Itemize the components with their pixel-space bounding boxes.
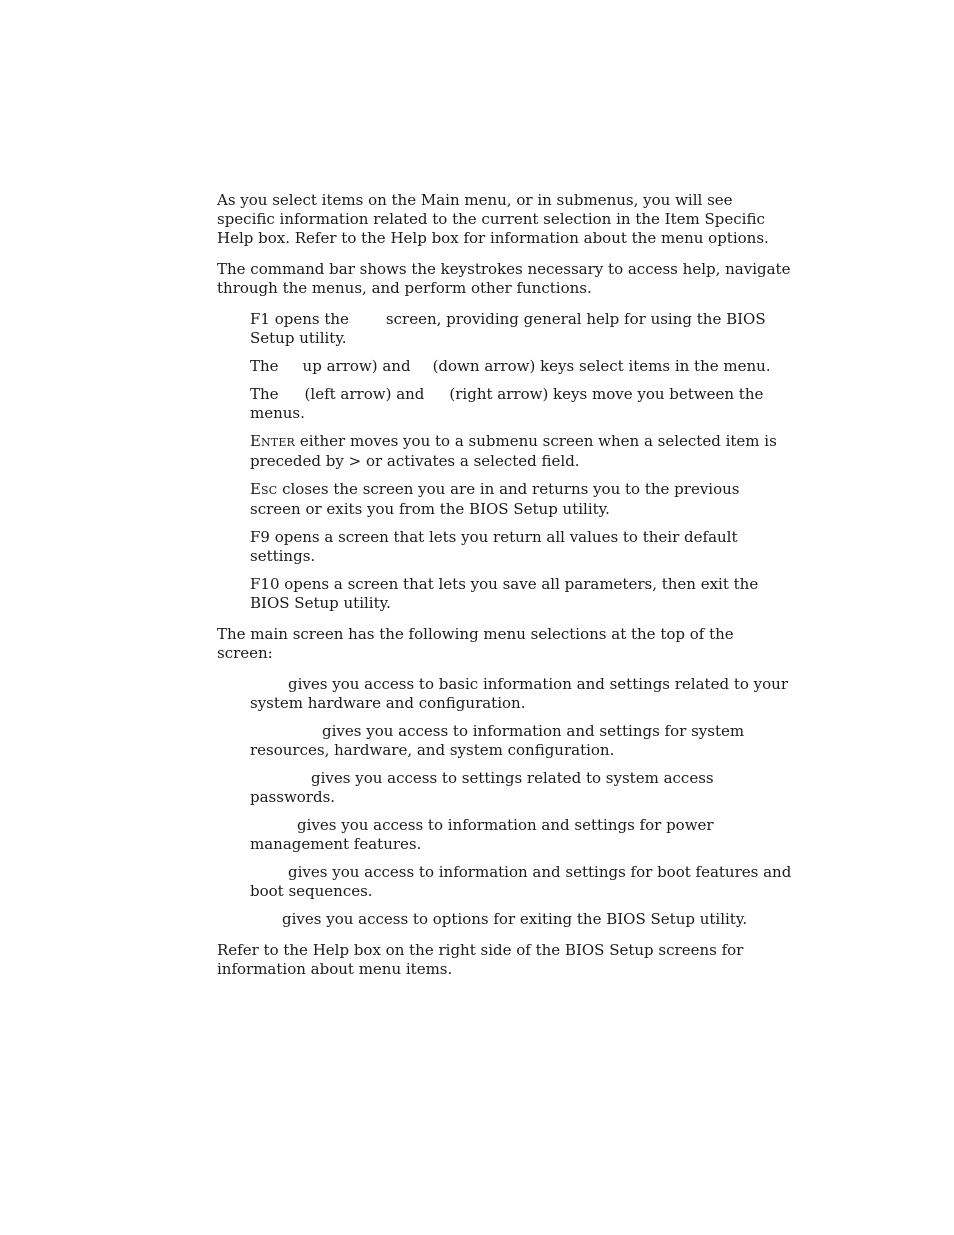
security-menu-text: gives you access to settings related to system access passwords. (250, 769, 714, 806)
enter-text: either moves you to a submenu screen when a selected item is preceded by > or activates a selected field. (250, 432, 777, 470)
list-item-esc (250, 480, 792, 519)
f1-text-end: screen, providing general help for using the BIOS Setup utility. (250, 310, 766, 347)
boot-menu-text: gives you access to information and settings for boot features and boot sequences. (250, 863, 792, 900)
intro-paragraph-help-box: As you select items on the Main menu, or in submenus, you will see specific information related to the current selection in the Item Specific Help box. Refer to the Help box for information about the menu options. (217, 191, 769, 247)
keystroke-list (250, 310, 792, 613)
list-item-f9: F9 opens a screen that lets you return all values to their default settings. (250, 528, 738, 565)
enter-key-cap: E (250, 432, 261, 450)
updown-text-end: (down arrow) keys select items in the menu. (432, 357, 771, 375)
list-item-main-menu (250, 675, 792, 713)
list-item-up-down-arrows (250, 357, 792, 376)
menus-intro-paragraph: The main screen has the following menu selections at the top of the screen: (217, 625, 734, 662)
main-menu-text: gives you access to basic information and settings related to your system hardware and configuration. (250, 675, 788, 712)
list-item-enter (250, 432, 792, 471)
leftright-text-end: (right arrow) keys move you between the menus. (250, 385, 764, 422)
menu-selection-list (250, 675, 792, 929)
list-item-boot-menu (250, 863, 792, 901)
esc-key-small: SC (260, 484, 278, 497)
leftright-text-mid: (left arrow) and (304, 385, 425, 403)
list-item-power-menu (250, 816, 792, 854)
enter-key-small: NTER (260, 436, 296, 449)
closing-paragraph: Refer to the Help box on the right side of the BIOS Setup screens for information about menu items. (217, 941, 744, 978)
list-item-left-right-arrows (250, 385, 792, 423)
power-menu-text: gives you access to information and settings for power management features. (250, 816, 714, 853)
intro-paragraph-command-bar: The command bar shows the keystrokes necessary to access help, navigate through the menus, and perform other functions. (217, 260, 791, 297)
document-page (217, 191, 792, 991)
list-item-security-menu (250, 769, 792, 807)
esc-text: closes the screen you are in and returns you to the previous screen or exits you from the BIOS Setup utility. (250, 480, 740, 518)
updown-text-start: The (250, 357, 279, 375)
f1-text-start: F1 opens the (250, 310, 349, 328)
leftright-text-start: The (250, 385, 279, 403)
updown-text-mid: up arrow) and (302, 357, 411, 375)
list-item-exit-menu (250, 910, 792, 929)
esc-key-cap: E (250, 480, 261, 498)
list-item-f1 (250, 310, 792, 348)
exit-menu-text: gives you access to options for exiting the BIOS Setup utility. (282, 910, 748, 928)
advanced-menu-text: gives you access to information and settings for system resources, hardware, and system configuration. (250, 722, 745, 759)
list-item-advanced-menu (250, 722, 792, 760)
list-item-f10: F10 opens a screen that lets you save all parameters, then exit the BIOS Setup utility. (250, 575, 759, 612)
